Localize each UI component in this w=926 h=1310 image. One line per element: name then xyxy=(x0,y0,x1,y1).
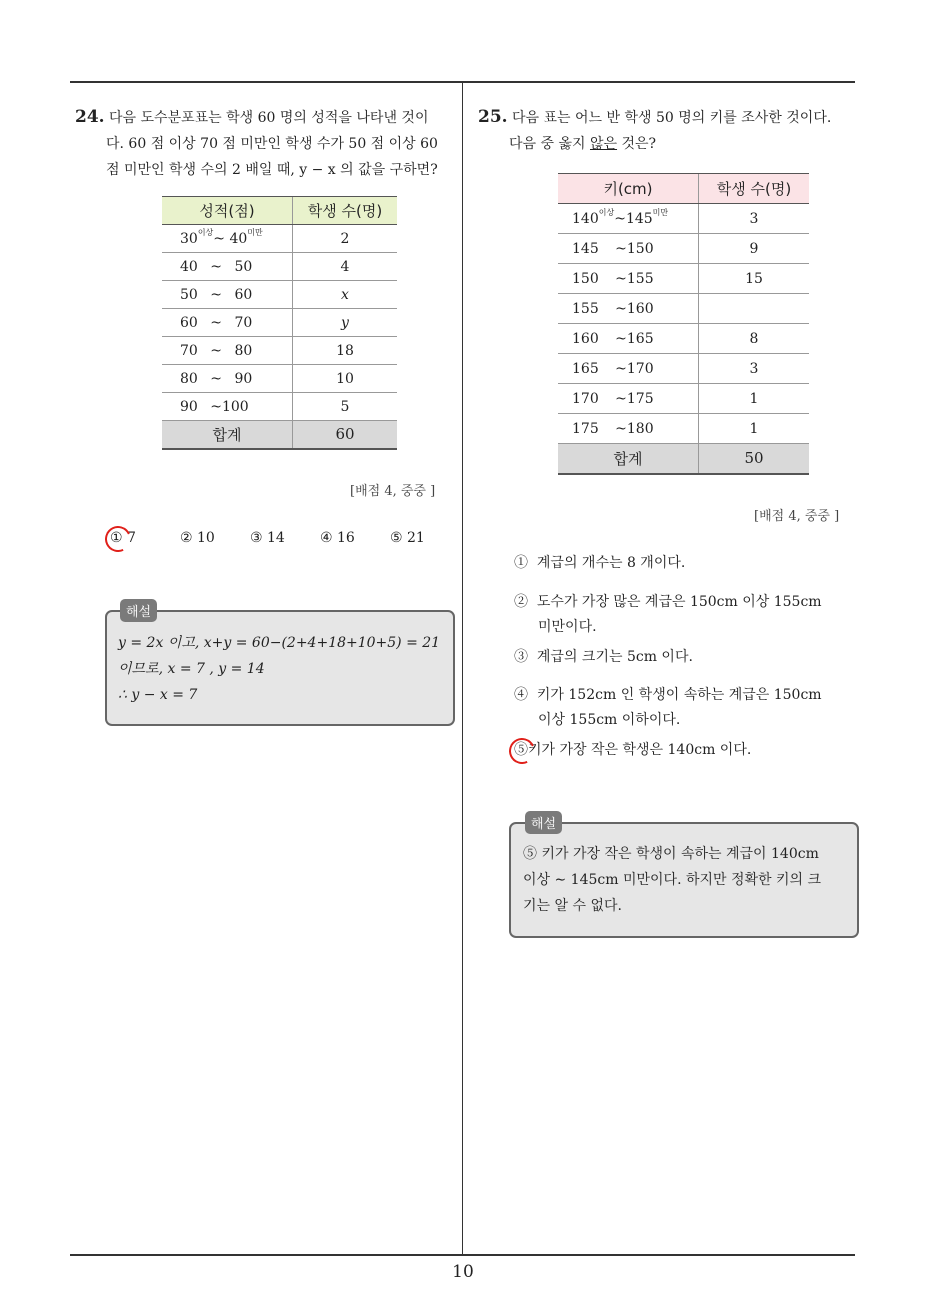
table-row-value: 1 xyxy=(699,384,810,414)
q24-solution-line1: y = 2x 이고, x+y = 60−(2+4+18+10+5) = 21 xyxy=(118,635,441,651)
q24-solution-line3: ∴ y − x = 7 xyxy=(118,687,198,703)
q24-frequency-table xyxy=(162,196,397,450)
q25-solution-body xyxy=(523,841,821,919)
table-row-value: 15 xyxy=(699,264,810,294)
table-row-value: 10 xyxy=(293,365,398,393)
table-row-value: 4 xyxy=(293,253,398,281)
q25-solution-line2: 이상 ∼ 145cm 미만이다. 하지만 정확한 키의 크 xyxy=(523,872,822,888)
q25-header-count: 학생 수(명) xyxy=(699,174,810,204)
q25-option-1[interactable]: ① 계급의 개수는 8 개이다. xyxy=(514,555,686,571)
q24-text-line1: 다음 도수분포표는 학생 60 명의 성적을 나타낸 것이 xyxy=(109,110,429,126)
table-row-value xyxy=(699,294,810,324)
q24-choice-5[interactable]: ⑤ 21 xyxy=(390,530,425,546)
q25-score: [배점 4, 중중 ] xyxy=(754,509,840,524)
q24-choice-1[interactable]: ① 7 xyxy=(110,530,136,546)
q24-solution-body xyxy=(118,630,440,708)
q25-first-range: $140^{이상}\sim 145^{미만}$ xyxy=(558,204,699,234)
q24-question xyxy=(75,104,460,183)
q24-header-count: 학생 수(명) xyxy=(293,197,398,225)
q25-first-value: 3 xyxy=(699,204,810,234)
q24-first-value: 2 xyxy=(293,225,398,253)
q25-frequency-table xyxy=(558,173,809,475)
table-row-range: 80 ~ 90 xyxy=(162,365,293,393)
q25-number: 25. xyxy=(478,107,508,127)
table-row-range: 160 ~165 xyxy=(558,324,699,354)
page-number: 10 xyxy=(452,1262,474,1282)
table-row-range: 150 ~155 xyxy=(558,264,699,294)
table-row-range: 90 ~100 xyxy=(162,393,293,421)
table-row-range: 50 ~ 60 xyxy=(162,281,293,309)
table-row-range: 165 ~170 xyxy=(558,354,699,384)
table-row-value: 18 xyxy=(293,337,398,365)
q24-header-score: 성적(점) xyxy=(162,197,293,225)
q25-total-label: 합계 xyxy=(558,444,699,474)
q24-first-range: $30^{이상}\sim$ $40^{미만}$ xyxy=(162,225,293,253)
q25-option-5[interactable]: ⑤키가 가장 작은 학생은 140cm 이다. xyxy=(514,742,752,758)
q24-choice-2[interactable]: ② 10 xyxy=(180,530,215,546)
q24-solution-line2: 이므로, x = 7 , y = 14 xyxy=(118,661,265,677)
table-row-value: 5 xyxy=(293,393,398,421)
bottom-rule xyxy=(70,1254,855,1256)
q25-text-line2: 다음 중 옳지 않은 것은? xyxy=(509,136,657,152)
q24-total-value: 60 xyxy=(293,421,398,449)
table-row-range: 170 ~175 xyxy=(558,384,699,414)
table-row-range: 70 ~ 80 xyxy=(162,337,293,365)
q24-text-line2: 다. 60 점 이상 70 점 미만인 학생 수가 50 점 이상 60 xyxy=(106,136,438,152)
q25-option-3[interactable]: ③ 계급의 크기는 5cm 이다. xyxy=(514,649,693,665)
q24-choice-4[interactable]: ④ 16 xyxy=(320,530,355,546)
table-row-value: y xyxy=(293,309,398,337)
q24-choice-3[interactable]: ③ 14 xyxy=(250,530,285,546)
q24-total-label: 합계 xyxy=(162,421,293,449)
q24-choices xyxy=(110,530,425,546)
table-row-range: 145 ~150 xyxy=(558,234,699,264)
table-row-range: 60 ~ 70 xyxy=(162,309,293,337)
q24-solution-tag: 해설 xyxy=(120,599,157,622)
table-row-value: 8 xyxy=(699,324,810,354)
q25-solution-line1: ⑤ 키가 가장 작은 학생이 속하는 계급이 140cm xyxy=(523,846,819,862)
q25-solution-line3: 기는 알 수 없다. xyxy=(523,898,622,914)
table-row-value: 3 xyxy=(699,354,810,384)
q25-text-line1: 다음 표는 어느 반 학생 50 명의 키를 조사한 것이다. xyxy=(512,110,832,126)
table-row-range: 40 ~ 50 xyxy=(162,253,293,281)
q24-number: 24. xyxy=(75,107,105,127)
q25-option-4[interactable]: ④ 키가 152cm 인 학생이 속하는 계급은 150cm 이상 155cm 이하이다. xyxy=(514,687,822,728)
q24-score: [배점 4, 중중 ] xyxy=(350,484,436,499)
q25-total-value: 50 xyxy=(699,444,810,474)
table-row-value: x xyxy=(293,281,398,309)
table-row-range: 155 ~160 xyxy=(558,294,699,324)
q24-answer-mark xyxy=(101,522,134,555)
q25-question xyxy=(478,104,863,157)
q25-underlined-word: 않은 xyxy=(589,136,618,152)
q25-header-height: 키(cm) xyxy=(558,174,699,204)
table-row-value: 9 xyxy=(699,234,810,264)
table-row-value: 1 xyxy=(699,414,810,444)
q24-text-line3: 점 미만인 학생 수의 2 배일 때, y − x 의 값을 구하면? xyxy=(106,162,438,178)
q25-option-2[interactable]: ② 도수가 가장 많은 계급은 150cm 이상 155cm 미만이다. xyxy=(514,594,822,635)
q25-solution-tag: 해설 xyxy=(525,811,562,834)
table-row-range: 175 ~180 xyxy=(558,414,699,444)
column-divider xyxy=(462,83,463,1255)
